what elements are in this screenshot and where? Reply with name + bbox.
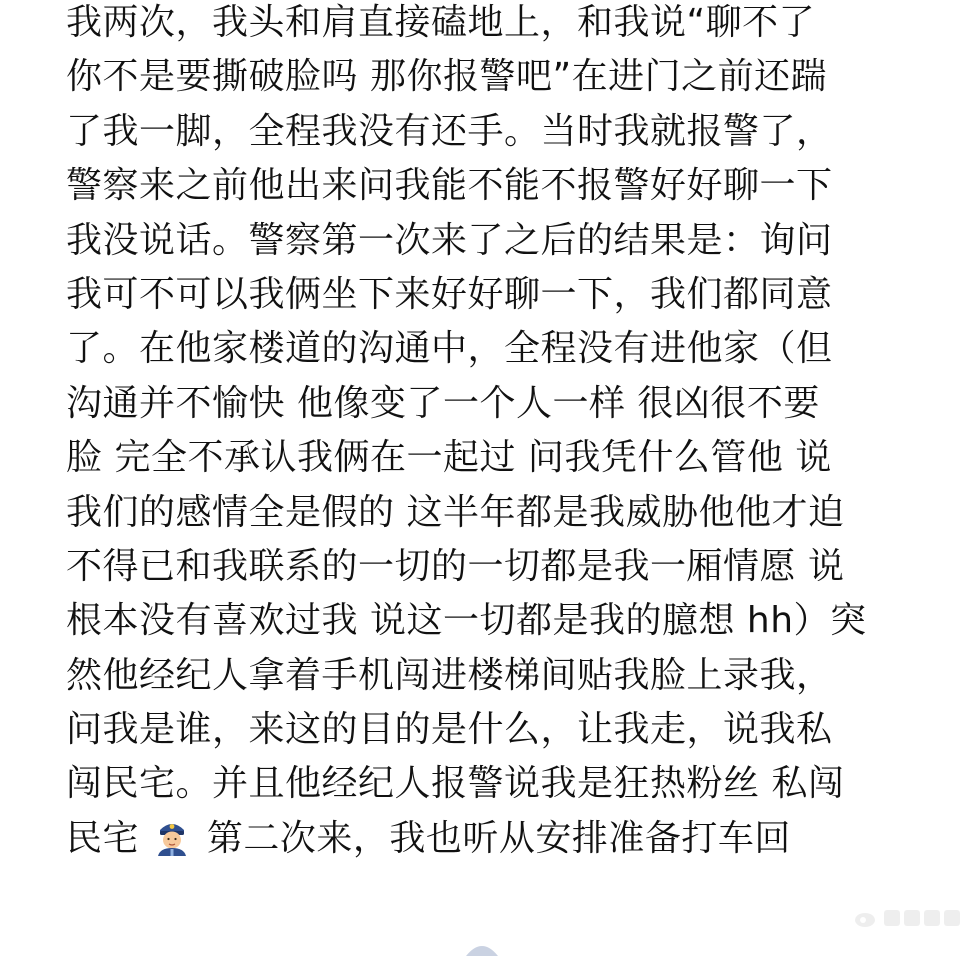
text-line: 脸 完全不承认我俩在一起过 问我凭什么管他 说 xyxy=(66,437,832,479)
weibo-watermark-icon xyxy=(852,905,878,931)
police-officer-emoji-icon xyxy=(155,818,189,856)
text-line: 沟通并不愉快 他像变了一个人一样 很凶很不要 xyxy=(66,382,820,424)
text-line: 我两次，我头和肩直接磕地上，和我说“聊不了 xyxy=(66,2,816,43)
text-line: 你不是要撕破脸吗 那你报警吧”在进门之前还踹 xyxy=(66,56,828,98)
last-line-start: 民宅 xyxy=(66,817,140,859)
document-body xyxy=(66,0,946,866)
watermark-block xyxy=(924,910,940,926)
text-line: 了我一脚，全程我没有还手。当时我就报警了， xyxy=(66,110,833,152)
text-line: 不得已和我联系的一切的一切都是我一厢情愿 说 xyxy=(66,545,845,587)
text-line: 我们的感情全是假的 这半年都是我威胁他他才迫 xyxy=(66,491,845,533)
watermark-text-blocks xyxy=(884,910,960,926)
watermark-block xyxy=(904,910,920,926)
watermark-block xyxy=(884,910,900,926)
text-line: 根本没有喜欢过我 说这一切都是我的臆想 hh）突 xyxy=(66,600,867,642)
text-line: 然他经纪人拿着手机闯进楼梯间贴我脸上录我， xyxy=(66,654,833,696)
watermark-block xyxy=(944,910,960,926)
text-line: 我没说话。警察第一次来了之后的结果是：询问 xyxy=(66,219,833,261)
text-line-last xyxy=(66,812,946,866)
text-line: 警察来之前他出来问我能不能不报警好好聊一下 xyxy=(66,165,833,207)
text-line: 了。在他家楼道的沟通中，全程没有进他家（但 xyxy=(66,328,833,370)
text-line: 问我是谁，来这的目的是什么，让我走，说我私 xyxy=(66,709,833,751)
partial-emoji-icon xyxy=(462,936,502,962)
text-line: 闯民宅。并且他经纪人报警说我是狂热粉丝 私闯 xyxy=(66,763,845,805)
text-line: 我可不可以我俩坐下来好好聊一下，我们都同意 xyxy=(66,273,833,315)
last-line-end: 第二次来，我也听从安排准备打车回 xyxy=(206,817,791,859)
weibo-watermark xyxy=(810,898,960,938)
